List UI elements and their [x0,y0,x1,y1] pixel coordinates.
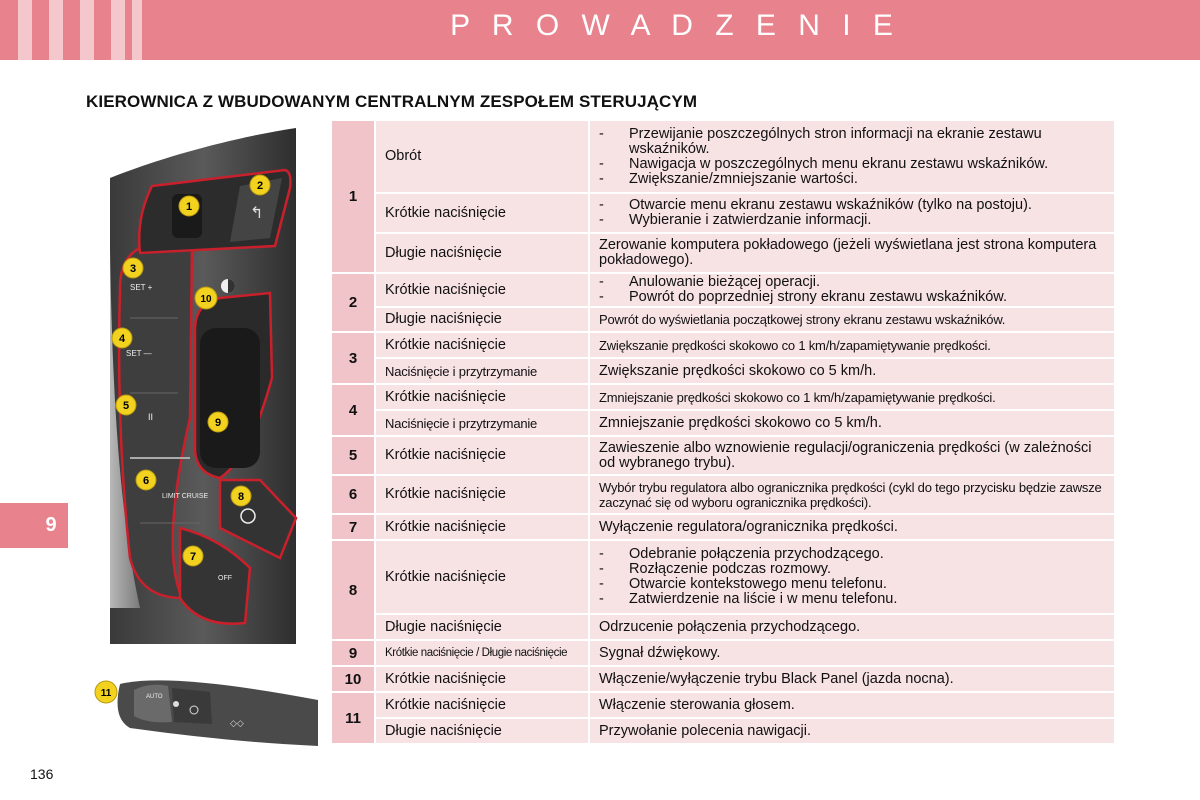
action-cell: Krótkie naciśnięcie [376,385,590,409]
action-cell: Krótkie naciśnięcie [376,274,590,306]
action-cell: Krótkie naciśnięcie [376,693,590,717]
row-number: 11 [332,693,376,743]
description-cell [590,541,1116,613]
table-row [332,411,1116,435]
table-row [332,641,1116,665]
description-cell: Zmniejszanie prędkości skokowo co 5 km/h. [590,411,1116,435]
table-row [332,308,1116,331]
row-number: 3 [332,333,376,383]
table-row [332,667,1116,691]
table-row [332,234,1116,272]
description-cell: Zwiększanie prędkości skokowo co 5 km/h. [590,359,1116,383]
list-item: - Anulowanie bieżącej operacji. [599,274,821,290]
callout-8-label: 8 [237,491,245,503]
horn-button[interactable] [200,328,260,468]
action-cell: Krótkie naciśnięcie [376,437,590,474]
description-cell [590,194,1116,232]
limit-cruise-label: LIMIT CRUISE [162,493,209,500]
header-stripe [49,0,63,60]
header-stripe [132,0,142,60]
row-number: 1 [332,121,376,272]
list-item: - Zatwierdzenie na liście i w menu telefonu. [599,591,898,607]
action-cell: Krótkie naciśnięcie [376,515,590,539]
svg-text:◇◇: ◇◇ [230,718,244,728]
action-cell: Krótkie naciśnięcie [376,476,590,513]
description-cell: Powrót do wyświetlania początkowej strony ekranu zestawu wskaźników. [590,308,1116,331]
description-cell: Przywołanie polecenia nawigacji. [590,719,1116,743]
off-label: OFF [218,575,232,582]
table-row [332,333,1116,357]
table-row [332,476,1116,513]
description-cell: Wyłączenie regulatora/ogranicznika prędkości. [590,515,1116,539]
chapter-number: 9 [45,514,57,536]
action-cell: Krótkie naciśnięcie [376,541,590,613]
action-cell: Naciśnięcie i przytrzymanie [376,411,590,435]
row-number: 4 [332,385,376,435]
callout-9-label: 9 [214,417,222,429]
controls-table [332,119,1116,745]
description-cell: Odrzucenie połączenia przychodzącego. [590,615,1116,639]
list-item: - Otwarcie kontekstowego menu telefonu. [599,576,887,592]
action-cell: Krótkie naciśnięcie [376,333,590,357]
set-plus-label: SET + [130,283,153,292]
list-item: - Rozłączenie podczas rozmowy. [599,561,832,577]
action-cell: Naciśnięcie i przytrzymanie [376,359,590,383]
list-item: - Nawigacja w poszczególnych menu ekranu zestawu wskaźników. [599,155,1049,172]
row-number: 8 [332,541,376,639]
list-item: - Otwarcie menu ekranu zestawu wskaźników (tylko na postoju). [599,197,1032,213]
header-band [0,0,1200,60]
description-cell: Sygnał dźwiękowy. [590,641,1116,665]
lighting-stalk-photo [90,666,318,754]
svg-text:↰: ↰ [250,205,264,222]
table-row [332,359,1116,383]
table-row [332,437,1116,474]
action-cell: Długie naciśnięcie [376,308,590,331]
action-cell: Długie naciśnięcie [376,719,590,743]
row-number: 7 [332,515,376,539]
row-number: 9 [332,641,376,665]
description-cell: Zerowanie komputera pokładowego (jeżeli wyświetlana jest strona komputera pokładowego). [590,234,1116,272]
callout-4-label: 4 [118,333,126,345]
chapter-tab[interactable] [0,503,68,548]
row-number: 10 [332,667,376,691]
steering-wheel-controls-photo [100,128,300,648]
callout-2-label: 2 [256,180,264,192]
list-item: - Wybieranie i zatwierdzanie informacji. [599,212,872,228]
action-cell: Długie naciśnięcie [376,615,590,639]
description-cell: Włączenie/wyłączenie trybu Black Panel (jazda nocna). [590,667,1116,691]
table-row [332,693,1116,717]
row-number: 5 [332,437,376,474]
header-stripe [80,0,94,60]
page-header-title: P R O W A D Z E N I E [450,9,900,42]
table-row [332,194,1116,232]
table-row [332,385,1116,409]
callout-7-label: 7 [189,551,197,563]
table-row [332,719,1116,743]
description-cell: Włączenie sterowania głosem. [590,693,1116,717]
stalk-auto-label: AUTO [146,694,163,700]
description-cell: Zawieszenie albo wznowienie regulacji/ograniczenia prędkości (w zależności od wybranego trybu). [590,437,1116,474]
stalk-end-ring[interactable] [134,685,172,723]
list-item: - Odebranie połączenia przychodzącego. [599,546,884,562]
callout-1-label: 1 [185,201,193,213]
action-cell: Krótkie naciśnięcie [376,194,590,232]
table-row [332,541,1116,613]
header-stripe [18,0,32,60]
row-number: 6 [332,476,376,513]
action-cell: Krótkie naciśnięcie [376,667,590,691]
callout-11-label: 11 [100,688,112,699]
list-item: - Przewijanie poszczególnych stron informacji na ekranie zestawu wskaźników. [599,125,1042,157]
description-cell: Wybór trybu regulatora albo ogranicznika prędkości (cykl do tego przycisku będzie zawsze zaczynać się od wyboru ogranicznika prędkości). [590,476,1116,513]
table-row [332,615,1116,639]
description-cell: Zwiększanie prędkości skokowo co 1 km/h/zapamiętywanie prędkości. [590,333,1116,357]
callout-5-label: 5 [122,400,130,412]
action-cell: Długie naciśnięcie [376,234,590,272]
table-row [332,274,1116,306]
callout-6-label: 6 [142,475,150,487]
table-row [332,121,1116,192]
callout-3-label: 3 [129,263,137,275]
description-cell: Zmniejszanie prędkości skokowo co 1 km/h/zapamiętywanie prędkości. [590,385,1116,409]
section-title: KIEROWNICA Z WBUDOWANYM CENTRALNYM ZESPOŁEM STERUJĄCYM [86,92,698,111]
list-item: - Powrót do poprzedniej strony ekranu zestawu wskaźników. [599,289,1007,305]
pause-label: II [148,412,154,422]
description-cell [590,121,1116,192]
description-cell [590,274,1116,306]
action-cell: Obrót [376,121,590,192]
row-number: 2 [332,274,376,331]
action-cell: Krótkie naciśnięcie / Długie naciśnięcie [376,641,590,665]
header-stripe [111,0,125,60]
table-row [332,515,1116,539]
set-minus-label: SET — [126,349,152,358]
callout-10-label: 10 [200,294,212,305]
list-item: - Zwiększanie/zmniejszanie wartości. [599,170,858,187]
page-number: 136 [30,766,54,782]
